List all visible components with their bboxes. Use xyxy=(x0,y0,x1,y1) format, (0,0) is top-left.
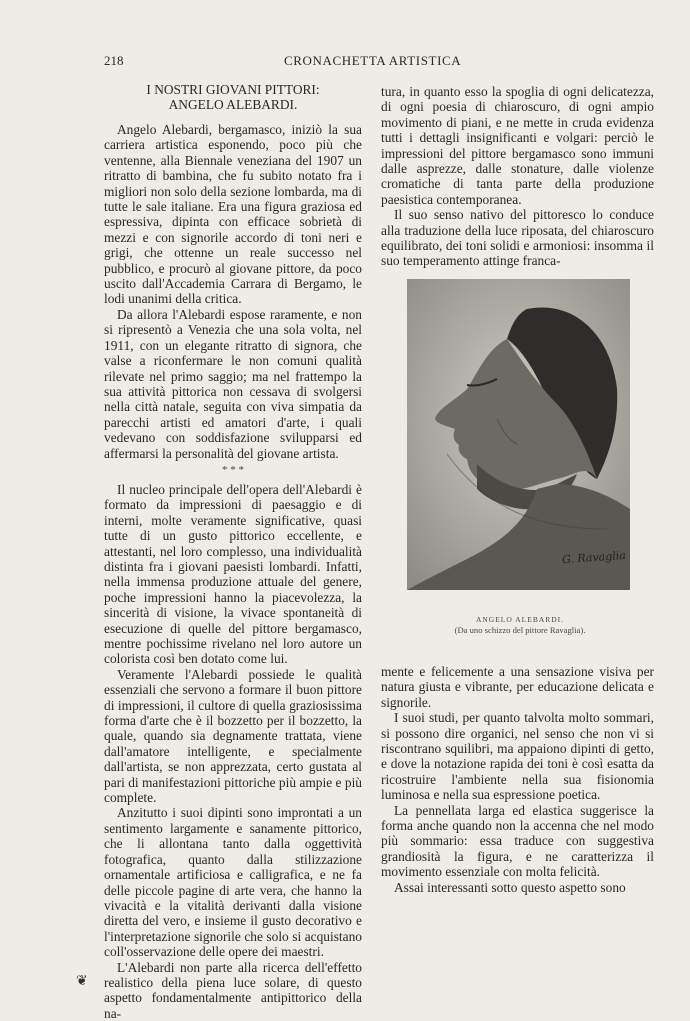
paragraph: L'Alebardi non parte alla ricerca dell'effetto realistico della piena luce solare, di questo aspetto fondamentalmente antipittorico della na- xyxy=(104,959,362,1021)
article-title xyxy=(104,82,362,112)
caption-title: ANGELO ALEBARDI. xyxy=(475,615,565,624)
running-head: CRONACHETTA ARTISTICA xyxy=(284,53,462,68)
margin-mark-icon: ❦ xyxy=(76,974,88,989)
paragraph: I suoi studi, per quanto talvolta molto sommari, si possono dire organici, nel senso che non vi si riscontrano squilibri, ma appaiono dipinti di getto, e dove la notazione rapida dei toni è così esatta da ricostruire l'ambiente nella sua fisionomia luminosa e nella sua espressione poetica. xyxy=(381,710,654,803)
paragraph: La pennellata larga ed elastica suggerisce la forma anche quando non la accenna che nel modo più sommario: essa traduce con suggestiva grandiosità la figura, e ne caratterizza il movimento essenziale con molta felicità. xyxy=(381,802,654,880)
article-title-line2: ANGELO ALEBARDI. xyxy=(168,97,298,112)
paragraph: Veramente l'Alebardi possiede le qualità essenziali che servono a formare il buon pittore di impressioni, il cultore di quella graziosissima forma d'arte che è il bozzetto per il bozzetto, la quale, quando sia degnamente trattata, viene dall'amatore intelligente, e specialmente dall'artista, se non apprezzata, certo gustata al pari di manifestazioni pittoriche più ampie e più complete. xyxy=(104,666,362,806)
paragraph: Il nucleo principale dell'opera dell'Alebardi è formato da impressioni di paesaggio e di interni, molte veramente significative, quasi tutte di un gusto pittorico eccellente, e attestanti, nel loro complesso, una individualità distinta fra i giovani paesisti lombardi. Infatti, nella immensa produzione attuale del genere, poche impressioni hanno la piacevolezza, la sincerità di visione, la vivace spontaneità di esecuzione di quelle del pittore bergamasco, mentre pochissime rivelano nel loro autore un colorista così ben dotato come lui. xyxy=(104,481,362,667)
paragraph: Il suo senso nativo del pittoresco lo conduce alla traduzione della luce riposata, del chiaroscuro equilibrato, dei toni solidi e armoniosi: insomma il suo temperamento attinge franca- xyxy=(381,207,654,269)
portrait-sketch xyxy=(407,279,630,590)
page-number: 218 xyxy=(104,53,124,68)
paragraph: mente e felicemente a una sensazione visiva per natura giusta e vibrante, per educazione delicata e signorile. xyxy=(381,664,654,710)
article-title-line1: I NOSTRI GIOVANI PITTORI: xyxy=(146,82,320,97)
figure-caption xyxy=(400,614,640,636)
portrait-sketch-drawing xyxy=(407,279,630,590)
right-column-upper xyxy=(381,84,654,269)
section-asterism: * * * xyxy=(222,463,244,476)
sketch-signature: G. Ravaglia xyxy=(561,548,627,567)
paragraph: Angelo Alebardi, bergamasco, iniziò la sua carriera artistica esponendo, poco più che ventenne, alla Biennale veneziana del 1907 un ritratto di bambina, che fu subito notato fra i migliori non solo della sezione lombarda, ma di tutte le sale italiane. Era una figura graziosa ed espressiva, dipinta con efficace sobrietà di mezzi e con signorile accordo di toni neri e grigi, che ottenne un reale successo nel pubblico, e procurò al giovane pittore, da poco uscito dall'Accademia Carrara di Bergamo, le lodi unanimi della critica. xyxy=(104,122,362,307)
caption-subtitle: (Da uno schizzo del pittore Ravaglia). xyxy=(454,625,586,635)
paragraph: Anzitutto i suoi dipinti sono improntati a un sentimento largamente e sanamente pittorico, che li allontana tanto dalla oggettività fotografica, quanto dalla stilizzazione ornamentale artificiosa e calligrafica, e ne fa delle piccole pagine di arte vera, che hanno la vivacità e la vitalità derivanti dalla visione diretta del vero, e insieme il gusto decorativo e l'interpretazione signorile che solo si acquistano coll'osservazione delle opere dei maestri. xyxy=(104,805,362,960)
paragraph: Da allora l'Alebardi espose raramente, e non si ripresentò a Venezia che una sola volta, nel 1911, con un elegante ritratto di signora, che valse a riconfermare le non comuni qualità rilevate nel primo saggio; ma nel frattempo la sua attività pittorica non cessava di svolgersi nella città natale, seguita con viva simpatia da parecchi artisti ed amatori d'arte, i quali vedevano con soddisfazione svilupparsi ed affermarsi la personalità del giovane artista. xyxy=(104,306,362,461)
paragraph: Assai interessanti sotto questo aspetto sono xyxy=(394,879,626,895)
right-column-lower xyxy=(381,664,654,895)
paragraph: tura, in quanto esso la spoglia di ogni delicatezza, di ogni poesia di chiaroscuro, di ogni ampio movimento di piani, e ne mette in cruda evidenza tutti i dettagli insignificanti e volgari: perciò le impressioni del pittore bergamasco sono immuni dalle asprezze, dalle stonature, dalle violenze cromatiche di tanta parte della produzione paesistica contemporanea. xyxy=(381,84,654,207)
left-column xyxy=(104,82,362,1021)
